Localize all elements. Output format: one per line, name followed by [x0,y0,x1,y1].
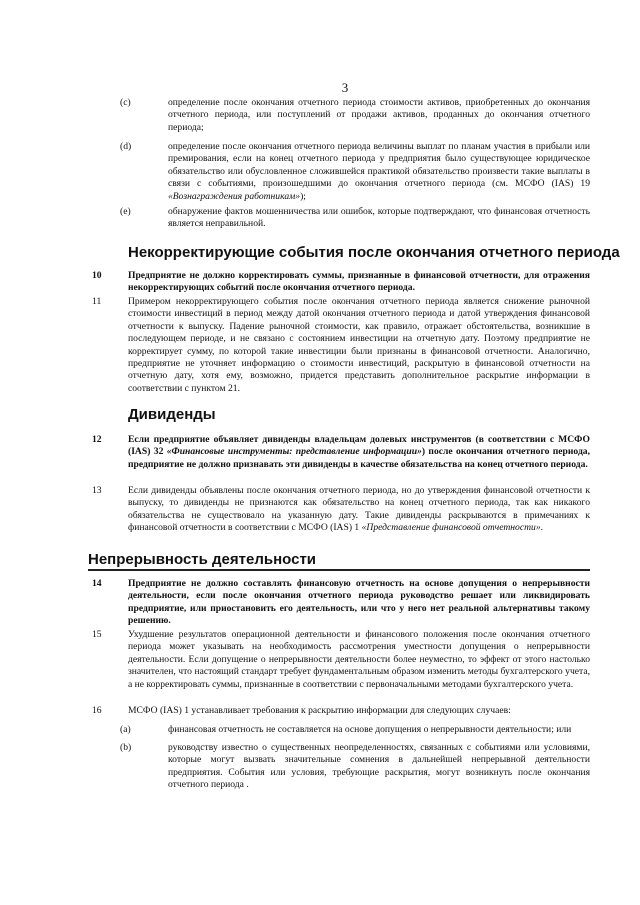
text-part: . [540,522,544,534]
para-text: Примером некорректирующего события после окончания отчетного периода является снижение рыночной стоимости инвестиций в период между датой окончания отчетного периода и датой утверждения финансовой отчетности к выпуску. Падение рыночной стоимости, как правило, отражает обстоятельства, возникшие в последующем периоде, и не связано с состоянием инвестиции на отчетную дату. Поэтому предприятие не корректирует сумму, по которой такие инвестиции были признаны в финансовой отчетности. Аналогично, предприятие не уточняет информацию о стоимости инвестиций, раскрытую в финансовой отчетности на отчетную дату, хотя ему, возможно, придется представить дополнительное раскрытие информации в соответствии с пунктом 21. [128,296,590,394]
para-text [128,434,590,471]
para-number: 12 [92,434,102,445]
para-text: Предприятие не должно корректировать суммы, признанные в финансовой отчетности, для отражения некорректирующих событий после окончания отчетного периода. [128,270,590,294]
list-item-text: обнаружение фактов мошенничества или ошибок, которые подтверждают, что финансовая отчетность является неправильной. [168,206,590,230]
para-number: 16 [92,705,102,716]
list-item-text: определение после окончания отчетного периода стоимости активов, приобретенных до окончания отчетного периода, или поступлений от продажи активов, проданных до окончания отчетного периода; [168,97,590,133]
italic-title: «Финансовые инструменты: представление информации» [166,446,422,458]
list-item-text: финансовая отчетность не составляется на основе допущения о непрерывности деятельности; или [168,724,572,735]
text-part: ); [300,190,306,202]
list-label: (b) [120,742,132,753]
para-text: МСФО (IAS) 1 устанавливает требования к раскрытию информации для следующих случаев: [128,705,511,716]
list-label: (c) [120,97,131,108]
text-part: ) после окончания отчетного периода, предприятие не должно признавать эти дивиденды в качестве обязательства на конец отчетного периода. [128,446,590,470]
para-text [128,485,590,535]
para-number: 10 [92,270,102,281]
list-item-text [168,141,590,203]
list-item-text: руководству известно о существенных неопределенностях, связанных с событиями или условиями, которые могут вызвать значительные сомнения в дальнейшей непрерывной деятельности предприятия. События или условия, требующие раскрытия, могут возникнуть после окончания отчетного периода . [168,742,590,791]
para-number: 11 [92,296,102,307]
italic-title: «Представление финансовой отчетности» [361,522,541,534]
para-number: 15 [92,629,102,640]
section-heading: Непрерывность деятельности [88,551,317,568]
text-part: Если дивиденды объявлены после окончания отчетного периода, но до утверждения финансовой отчетности к выпуску, то дивиденды не признаются как обязательство на конец отчетного периода, так как никакого обязательства не существовало на указанную дату. Такие дивиденды раскрываются в примечаниях к финансовой отчетности в соответствии с МСФО (IAS) 1 [128,485,590,534]
list-label: (a) [120,724,131,735]
heading-underline [88,569,590,571]
list-label: (d) [120,141,132,152]
section-heading: Некорректирующие события после окончания отчетного периода [128,244,620,261]
list-label: (e) [120,206,131,217]
para-text: Ухудшение результатов операционной деятельности и финансового положения после окончания отчетного периода может указывать на необходимость рассмотрения уместности допущения о непрерывности деятельности. Если допущение о непрерывности деятельности более неуместно, то эффект от этого настолько значителен, что настоящий стандарт требует фундаментальным образом изменить методы бухгалтерского учета, а не корректировать суммы, признанные в соответствии с первоначальными методами бухгалтерского учета. [128,629,590,690]
italic-title: «Вознаграждения работникам» [168,190,301,202]
para-number: 14 [92,578,102,589]
section-heading: Дивиденды [128,406,216,423]
text-part: Если предприятие объявляет дивиденды владельцам долевых инструментов (в соответствии с МСФО (IAS) 32 [128,434,590,458]
para-text: Предприятие не должно составлять финансовую отчетность на основе допущения о непрерывности деятельности, если после окончания отчетного периода руководство решает или ликвидировать предприятие, или приостановить его деятельность, или что у него нет реальной альтернативы такому решению. [128,578,590,627]
text-part: определение после окончания отчетного периода величины выплат по планам участия в прибыли или премирования, если на конец отчетного периода у предприятия было существующее юридическое обязательство или обусловленное сложившейся практикой обязательство произвести такие выплаты в связи с событиями, произошедшими до окончания отчетного периода (см. МСФО (IAS) 19 [168,141,590,190]
para-number: 13 [92,485,102,496]
page-number: 3 [341,80,349,95]
